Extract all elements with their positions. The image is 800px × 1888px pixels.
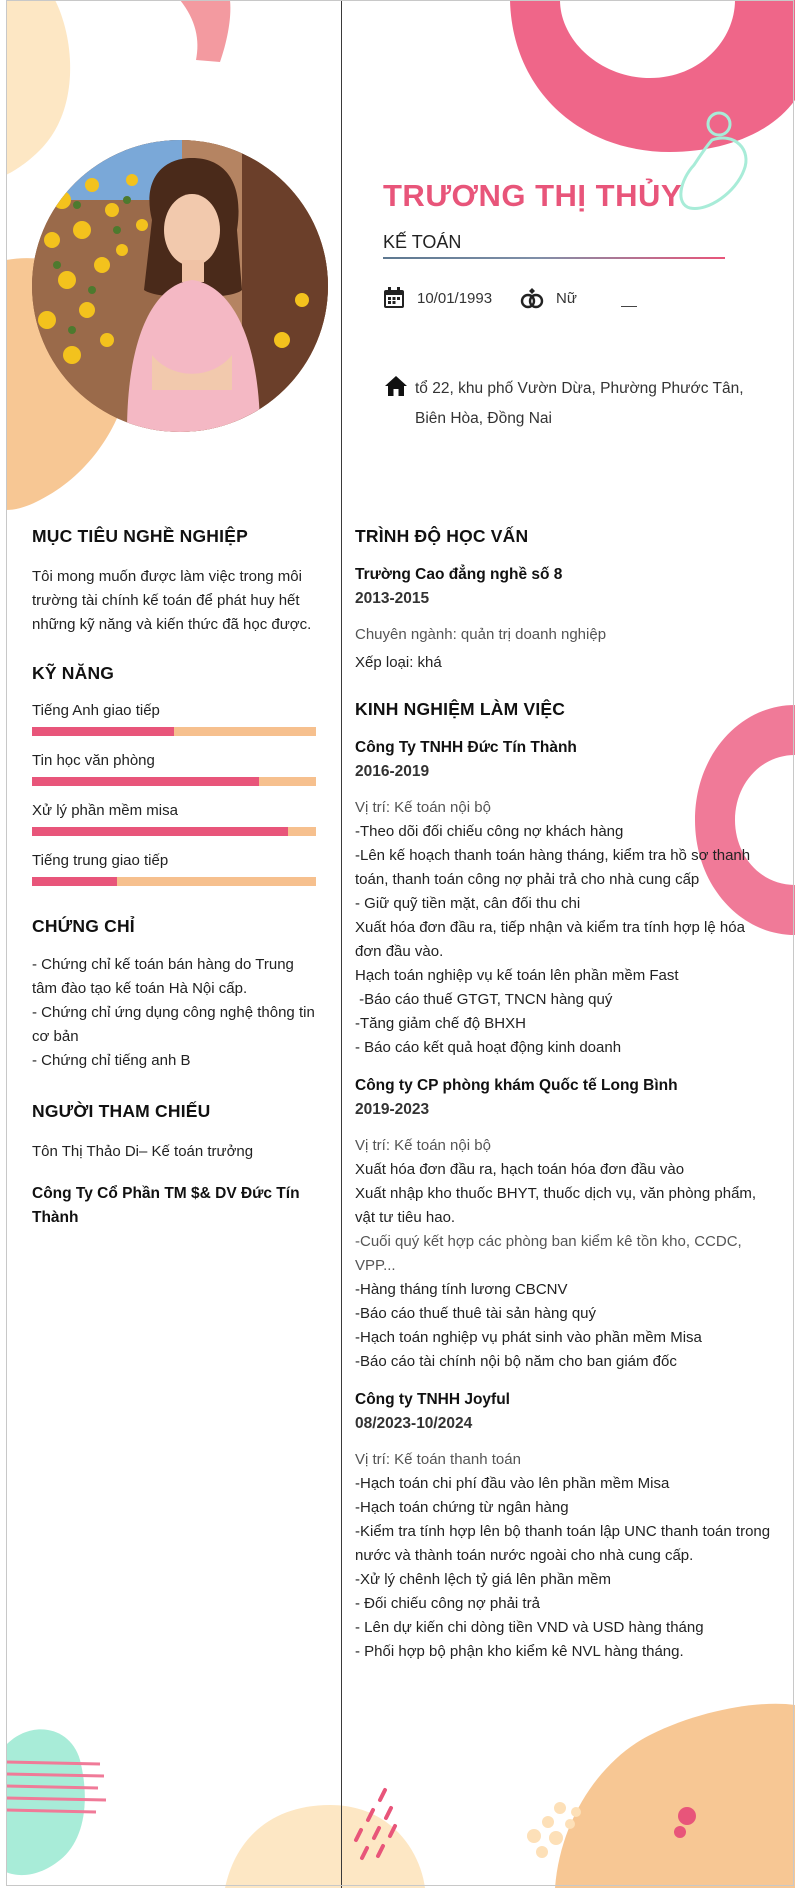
dob-row bbox=[383, 287, 492, 309]
job-company: Công Ty TNHH Đức Tín Thành bbox=[355, 739, 577, 756]
certificate-item: - Chứng chỉ tiếng anh B bbox=[32, 1052, 191, 1069]
gender: Nữ bbox=[556, 289, 577, 307]
job-task: -Cuối quý kết hợp các phòng ban kiểm kê tồn kho, CCDC, VPP... bbox=[355, 1233, 742, 1274]
skill-name: Xử lý phần mềm misa bbox=[32, 802, 178, 819]
candidate-name: TRƯƠNG THỊ THỦY bbox=[383, 178, 683, 213]
references-title: NGƯỜI THAM CHIẾU bbox=[32, 1101, 211, 1121]
job-tasks bbox=[355, 1472, 775, 1664]
right-column bbox=[355, 526, 775, 1664]
job-task: - Báo cáo kết quả hoạt động kinh doanh bbox=[355, 1039, 622, 1056]
date-of-birth: 10/01/1993 bbox=[417, 289, 493, 307]
education-grade: Xếp loại: khá bbox=[355, 654, 442, 671]
job-company: Công ty TNHH Joyful bbox=[355, 1391, 510, 1408]
education-school: Trường Cao đẳng nghề số 8 bbox=[355, 566, 563, 583]
skill-name: Tiếng trung giao tiếp bbox=[32, 852, 169, 869]
empty-field-line bbox=[621, 306, 637, 307]
job-period: 2019-2023 bbox=[355, 1101, 430, 1118]
job-position: Vị trí: Kế toán thanh toán bbox=[355, 1451, 521, 1468]
job-entry bbox=[355, 1074, 775, 1374]
education-period: 2013-2015 bbox=[355, 590, 430, 607]
calendar-icon bbox=[383, 287, 405, 309]
skill-level-fill bbox=[32, 727, 174, 736]
job-title: KẾ TOÁN bbox=[383, 232, 462, 252]
skill-level-fill bbox=[32, 827, 288, 836]
experience-title: KINH NGHIỆM LÀM VIỆC bbox=[355, 699, 566, 719]
job-task: -Hàng tháng tính lương CBCNV bbox=[355, 1281, 568, 1298]
job-entry bbox=[355, 736, 775, 1060]
skills-title: KỸ NĂNG bbox=[32, 663, 115, 683]
certificates-list bbox=[32, 953, 318, 1073]
job-task: -Theo dõi đối chiếu công nợ khách hàng bbox=[355, 823, 624, 840]
job-task: -Hạch toán nghiệp vụ phát sinh vào phần mềm Misa bbox=[355, 1329, 702, 1346]
skill-bar bbox=[32, 877, 316, 886]
job-task: Xuất hóa đơn đầu ra, hạch toán hóa đơn đầu vào bbox=[355, 1161, 685, 1178]
job-task: Hạch toán nghiệp vụ kế toán lên phần mềm Fast bbox=[355, 967, 679, 984]
job-task: -Kiểm tra tính hợp lên bộ thanh toán lập UNC thanh toán trong nước và thành toán nước ngoài cho nhà cung cấp. bbox=[355, 1523, 771, 1564]
skill-name: Tin học văn phòng bbox=[32, 752, 155, 769]
gender-row bbox=[520, 287, 577, 309]
job-period: 2016-2019 bbox=[355, 763, 430, 780]
job-task: - Phối hợp bộ phận kho kiểm kê NVL hàng tháng. bbox=[355, 1643, 684, 1660]
education-title: TRÌNH ĐỘ HỌC VẤN bbox=[355, 526, 529, 546]
job-entry bbox=[355, 1388, 775, 1664]
skill-level-fill bbox=[32, 877, 117, 886]
certificate-item: - Chứng chỉ ứng dụng công nghệ thông tin cơ bản bbox=[32, 1004, 315, 1045]
skill-bar bbox=[32, 827, 316, 836]
gender-rings-icon bbox=[520, 287, 544, 309]
job-period: 08/2023-10/2024 bbox=[355, 1415, 473, 1432]
job-task: - Lên dự kiến chi dòng tiền VND và USD hàng tháng bbox=[355, 1619, 704, 1636]
job-task: -Lên kế hoạch thanh toán hàng tháng, kiểm tra hồ sơ thanh toán, thanh toán công nợ phải trả cho nhà cung cấp bbox=[355, 847, 751, 888]
job-task: -Báo cáo thuế GTGT, TNCN hàng quý bbox=[355, 991, 613, 1008]
education-major: Chuyên ngành: quản trị doanh nghiệp bbox=[355, 626, 607, 643]
job-task: -Hạch toán chi phí đầu vào lên phần mềm Misa bbox=[355, 1475, 670, 1492]
job-task: Xuất nhập kho thuốc BHYT, thuốc dịch vụ, văn phòng phẩm, vật tư tiêu hao. bbox=[355, 1185, 757, 1226]
job-company: Công ty CP phòng khám Quốc tế Long Bình bbox=[355, 1077, 678, 1094]
title-underline bbox=[383, 257, 725, 259]
address: tổ 22, khu phố Vườn Dừa, Phường Phước Tân, Biên Hòa, Đồng Nai bbox=[415, 380, 744, 427]
job-task: -Báo cáo thuế thuê tài sản hàng quý bbox=[355, 1305, 597, 1322]
job-task: Xuất hóa đơn đầu ra, tiếp nhận và kiểm tra tính hợp lệ hóa đơn đầu vào. bbox=[355, 919, 745, 960]
job-position: Vị trí: Kế toán nội bộ bbox=[355, 799, 491, 816]
profile-photo bbox=[32, 140, 328, 432]
objective-text: Tôi mong muốn được làm việc trong môi trường tài chính kế toán để phát huy hết những kỹ năng và kiến thức đã học được. bbox=[32, 568, 312, 633]
skill-item bbox=[32, 752, 318, 786]
certificate-item: - Chứng chỉ kế toán bán hàng do Trung tâm đào tạo kế toán Hà Nội cấp. bbox=[32, 956, 294, 997]
job-position: Vị trí: Kế toán nội bộ bbox=[355, 1137, 491, 1154]
reference-person: Tôn Thị Thảo Di– Kế toán trưởng bbox=[32, 1143, 254, 1160]
house-icon bbox=[384, 375, 408, 397]
left-column bbox=[32, 526, 318, 1230]
certificates-title: CHỨNG CHỈ bbox=[32, 916, 135, 936]
skill-name: Tiếng Anh giao tiếp bbox=[32, 702, 160, 719]
job-task: - Giữ quỹ tiền mặt, cân đối thu chi bbox=[355, 895, 581, 912]
job-task: - Đối chiếu công nợ phải trả bbox=[355, 1595, 540, 1612]
portrait-illustration bbox=[32, 140, 328, 432]
skill-item bbox=[32, 852, 318, 886]
job-task: -Tăng giảm chế độ BHXH bbox=[355, 1015, 526, 1032]
job-task: -Xử lý chênh lệch tỷ giá lên phần mềm bbox=[355, 1571, 612, 1588]
skill-item bbox=[32, 702, 318, 736]
reference-company: Công Ty Cổ Phần TM $& DV Đức Tín Thành bbox=[32, 1185, 300, 1226]
job-tasks bbox=[355, 1158, 775, 1374]
job-tasks bbox=[355, 820, 775, 1060]
skills-list bbox=[32, 702, 318, 886]
job-task: -Hạch toán chứng từ ngân hàng bbox=[355, 1499, 569, 1516]
skill-item bbox=[32, 802, 318, 836]
job-task: -Báo cáo tài chính nội bộ năm cho ban giám đốc bbox=[355, 1353, 677, 1370]
column-divider bbox=[341, 0, 342, 1888]
objective-title: MỤC TIÊU NGHỀ NGHIỆP bbox=[32, 526, 248, 546]
skill-bar bbox=[32, 777, 316, 786]
skill-level-fill bbox=[32, 777, 259, 786]
skill-bar bbox=[32, 727, 316, 736]
